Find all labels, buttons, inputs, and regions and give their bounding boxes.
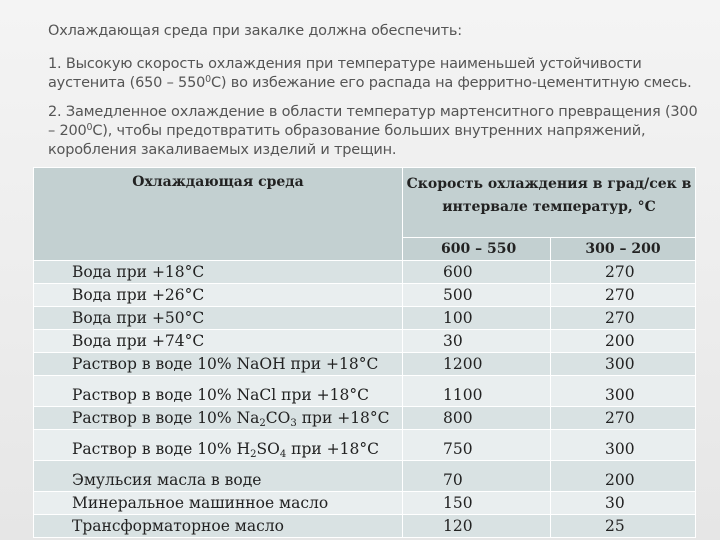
formula-part: Раствор в воде 10% H — [72, 440, 251, 458]
formula-part: CO — [265, 409, 291, 427]
medium-name — [34, 430, 403, 461]
rate-600-550: 800 — [403, 407, 551, 430]
intro-text — [48, 22, 708, 170]
formula-subscript: 4 — [279, 448, 287, 460]
degree-sup: 0 — [86, 122, 93, 134]
medium-name: Трансформаторное масло — [34, 515, 403, 538]
medium-name: Вода при +74°С — [34, 330, 403, 353]
table-row — [34, 515, 696, 538]
header-range-600-550: 600 – 550 — [403, 238, 551, 261]
medium-name: Вода при +18°С — [34, 261, 403, 284]
rate-600-550: 150 — [403, 492, 551, 515]
formula-subscript: 2 — [259, 417, 266, 429]
table-row — [34, 430, 696, 461]
rate-600-550: 600 — [403, 261, 551, 284]
formula-subscript: 3 — [290, 417, 297, 429]
medium-name: Вода при +50°С — [34, 307, 403, 330]
table-row — [34, 261, 696, 284]
table-row — [34, 376, 696, 407]
rate-300-200: 200 — [551, 461, 696, 492]
formula-subscript: 2 — [250, 448, 257, 460]
medium-name: Раствор в воде 10% NaCl при +18°С — [34, 376, 403, 407]
rate-600-550: 70 — [403, 461, 551, 492]
table-row — [34, 407, 696, 430]
rate-300-200: 270 — [551, 284, 696, 307]
rate-600-550: 500 — [403, 284, 551, 307]
header-range-300-200: 300 – 200 — [551, 238, 696, 261]
table-row — [34, 492, 696, 515]
formula-part: при +18°С — [296, 409, 390, 427]
formula-part: SO — [256, 440, 280, 458]
table-row — [34, 353, 696, 376]
intro-heading: Охлаждающая среда при закалке должна обеспечить: — [48, 23, 462, 39]
rate-300-200: 200 — [551, 330, 696, 353]
requirement-2-text: 2. Замедленное охлаждение в области температур мартенситного превращения (300 – 200 — [48, 104, 698, 139]
rate-300-200: 30 — [551, 492, 696, 515]
medium-name — [34, 407, 403, 430]
rate-600-550: 100 — [403, 307, 551, 330]
rate-300-200: 270 — [551, 407, 696, 430]
rate-300-200: 300 — [551, 376, 696, 407]
rate-600-550: 30 — [403, 330, 551, 353]
rate-300-200: 300 — [551, 353, 696, 376]
requirement-2-text-end: С), чтобы предотвратить образование больших внутренних напряжений, коробления закаливаемых изделий и трещин. — [48, 123, 646, 158]
medium-name: Минеральное машинное масло — [34, 492, 403, 515]
medium-name: Раствор в воде 10% NaOH при +18°С — [34, 353, 403, 376]
header-cooling-speed: Скорость охлаждения в град/сек в интервале температур, °С — [403, 168, 696, 238]
cooling-rate-table — [33, 167, 696, 538]
formula-part: Раствор в воде 10% Na — [72, 409, 260, 427]
rate-300-200: 300 — [551, 430, 696, 461]
table-row — [34, 284, 696, 307]
medium-name: Эмульсия масла в воде — [34, 461, 403, 492]
rate-300-200: 25 — [551, 515, 696, 538]
header-cooling-medium: Охлаждающая среда — [34, 168, 403, 261]
table-row — [34, 307, 696, 330]
rate-300-200: 270 — [551, 261, 696, 284]
table-row — [34, 461, 696, 492]
table-row — [34, 330, 696, 353]
rate-600-550: 1200 — [403, 353, 551, 376]
formula-part: при +18°С — [286, 440, 379, 458]
medium-name: Вода при +26°С — [34, 284, 403, 307]
rate-300-200: 270 — [551, 307, 696, 330]
degree-sup: 0 — [205, 74, 211, 86]
requirement-1 — [48, 55, 708, 93]
requirement-1-text: 1. Высокую скорость охлаждения при температуре наименьшей устойчивости аустенита (650 – 550 — [48, 56, 642, 91]
requirement-1-text-end: С) во избежание его распада на ферритно-цементитную смесь. — [210, 75, 692, 91]
rate-600-550: 120 — [403, 515, 551, 538]
rate-600-550: 1100 — [403, 376, 551, 407]
rate-600-550: 750 — [403, 430, 551, 461]
requirement-2 — [48, 103, 708, 160]
